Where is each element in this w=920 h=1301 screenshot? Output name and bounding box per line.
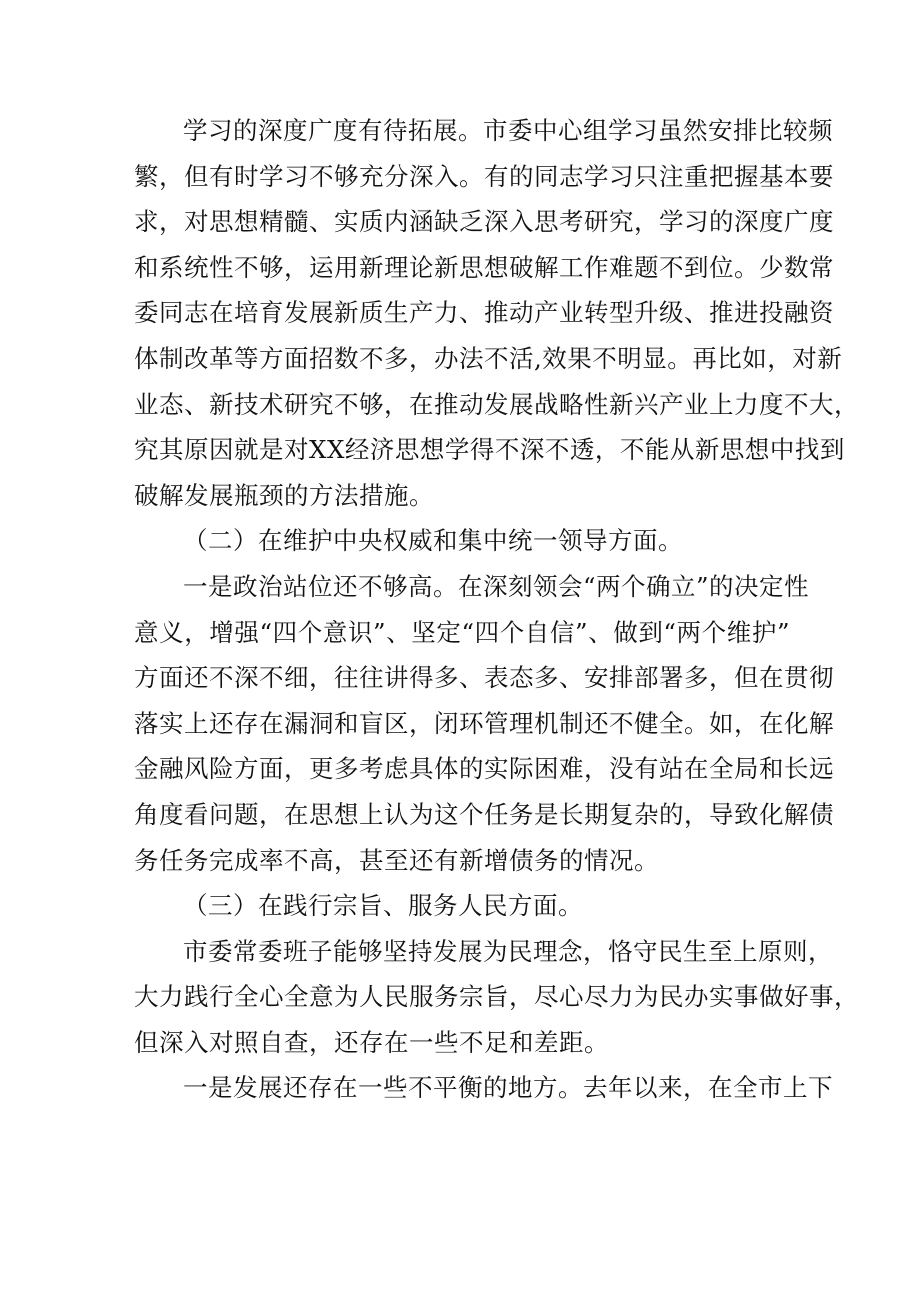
text-line: 体制改革等方面招数不多，办法不活,效果不明显。再比如，对新 [134, 343, 843, 373]
text-line: 学习的深度广度有待拓展。市委中心组学习虽然安排比较频 [183, 116, 833, 145]
text-line: 业态、新技术研究不够，在推动发展战略性新兴产业上力度不大， [134, 389, 859, 419]
text-line: 务任务完成率不高，甚至还有新增债务的情况。 [134, 845, 659, 875]
heading-text: （二）在维护中央权威和集中统一领导方面。 [183, 526, 683, 556]
text-line: 究其原因就是对XX经济思想学得不深不透，不能从新思想中找到 [134, 435, 845, 465]
text-line: 意义，增强“四个意识”、坚定“四个自信”、做到“两个维护” [134, 617, 790, 647]
section-heading-2 [134, 518, 790, 564]
section-heading-3 [134, 883, 790, 929]
heading-text: （三）在践行宗旨、服务人民方面。 [183, 891, 583, 921]
text-line: 大力践行全心全意为人民服务宗旨，尽心尽力为民办实事做好事， [134, 982, 859, 1012]
text-line: 一是政治站位还不够高。在深刻领会“两个确立”的决定性 [183, 571, 810, 601]
text-line: 落实上还存在漏洞和盲区，闭环管理机制还不健全。如，在化解 [134, 708, 834, 738]
document-page [134, 108, 859, 1111]
text-line: 求，对思想精髓、实质内涵缺乏深入思考研究，学习的深度广度 [134, 207, 834, 237]
text-line: 角度看问题，在思想上认为这个任务是长期复杂的，导致化解债 [134, 799, 834, 829]
text-line: 繁，但有时学习不够充分深入。有的同志学习只注重把握基本要 [134, 161, 834, 191]
paragraph-development-imbalance [134, 1065, 833, 1111]
paragraph-learning-depth [134, 108, 859, 518]
text-line: 一是发展还存在一些不平衡的地方。去年以来，在全市上下 [183, 1073, 833, 1103]
text-line: 金融风险方面，更多考虑具体的实际困难，没有站在全局和长远 [134, 754, 834, 784]
paragraph-political-standing [134, 564, 834, 883]
text-line: 市委常委班子能够坚持发展为民理念，恪守民生至上原则， [183, 936, 833, 966]
text-line: 委同志在培育发展新质生产力、推动产业转型升级、推进投融资 [134, 298, 834, 328]
text-line: 方面还不深不细，往往讲得多、表态多、安排部署多，但在贯彻 [134, 663, 834, 693]
text-line: 和系统性不够，运用新理论新思想破解工作难题不到位。少数常 [134, 252, 834, 282]
text-line: 但深入对照自查，还存在一些不足和差距。 [134, 1027, 609, 1057]
paragraph-serve-people [134, 929, 859, 1066]
text-line: 破解发展瓶颈的方法措施。 [134, 480, 434, 510]
